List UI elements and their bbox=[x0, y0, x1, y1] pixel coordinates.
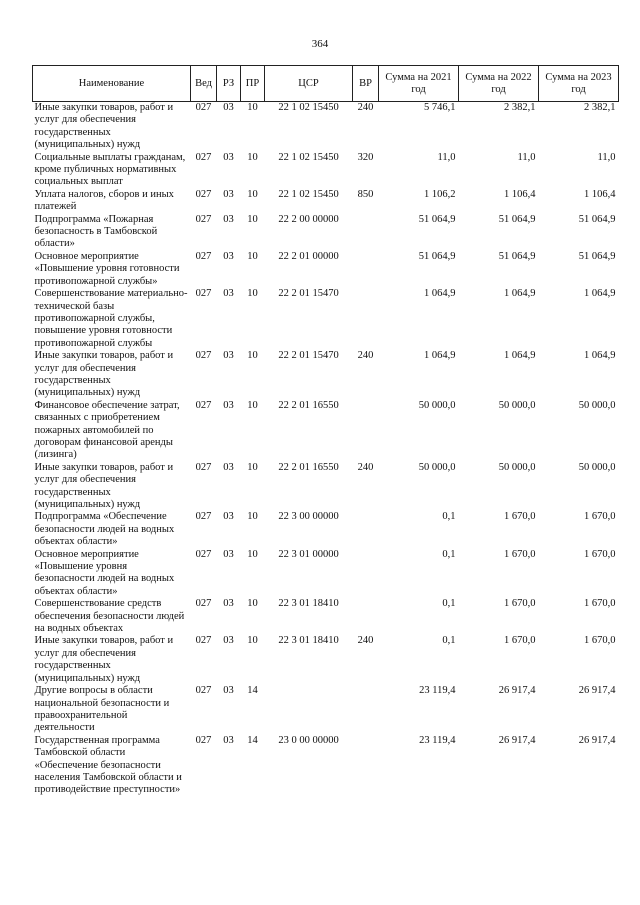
row-sum-2022: 11,0 bbox=[517, 151, 536, 163]
row-rz: 03 bbox=[223, 511, 234, 523]
row-pr: 10 bbox=[247, 399, 258, 411]
row-pr: 14 bbox=[247, 685, 258, 697]
row-sum-2022: 51 064,9 bbox=[498, 213, 536, 225]
row-sum-2023: 1 670,0 bbox=[584, 548, 616, 560]
header-sum-2022: Сумма на 2022 год bbox=[459, 66, 539, 102]
table-row bbox=[33, 152, 619, 189]
row-sum-2022: 26 917,4 bbox=[498, 685, 536, 697]
row-sum-2021: 1 064,9 bbox=[424, 350, 456, 362]
row-rz: 03 bbox=[223, 213, 234, 225]
header-csr: ЦСР bbox=[265, 66, 353, 102]
row-csr: 22 3 01 18410 bbox=[278, 635, 339, 647]
row-pr: 10 bbox=[247, 213, 258, 225]
row-vr: 240 bbox=[357, 102, 374, 113]
row-csr: 22 3 00 00000 bbox=[278, 511, 339, 523]
row-csr: 22 1 02 15450 bbox=[278, 188, 339, 200]
row-sum-2023: 1 106,4 bbox=[584, 188, 616, 200]
table-row bbox=[33, 251, 619, 288]
table-row bbox=[33, 549, 619, 599]
row-sum-2022: 1 064,9 bbox=[504, 350, 536, 362]
table-row bbox=[33, 735, 619, 797]
row-sum-2023: 50 000,0 bbox=[578, 399, 616, 411]
row-sum-2022: 1 670,0 bbox=[504, 635, 536, 647]
table-row bbox=[33, 102, 619, 152]
row-rz: 03 bbox=[223, 734, 234, 746]
row-sum-2022: 1 670,0 bbox=[504, 548, 536, 560]
row-vr bbox=[353, 400, 379, 462]
header-ved: Вед bbox=[191, 66, 217, 102]
row-name: Основное мероприятие «Повышение уровня безопасности людей на водных объектах области» bbox=[34, 548, 175, 597]
row-name: Иные закупки товаров, работ и услуг для обеспечения государственных (муниципальных) нужд bbox=[34, 461, 174, 510]
row-rz: 03 bbox=[223, 350, 234, 362]
row-pr: 10 bbox=[247, 288, 258, 300]
row-sum-2022: 50 000,0 bbox=[498, 461, 536, 473]
row-sum-2021: 23 119,4 bbox=[419, 734, 456, 746]
row-csr: 22 2 01 16550 bbox=[278, 399, 339, 411]
table-row bbox=[33, 288, 619, 350]
header-sum-2023: Сумма на 2023 год bbox=[539, 66, 619, 102]
row-sum-2021: 0,1 bbox=[442, 635, 456, 647]
row-ved: 027 bbox=[195, 399, 212, 411]
table-row bbox=[33, 189, 619, 214]
row-vr bbox=[353, 214, 379, 251]
row-csr: 22 2 01 15470 bbox=[278, 350, 339, 362]
row-sum-2022: 1 670,0 bbox=[504, 511, 536, 523]
row-sum-2023: 26 917,4 bbox=[578, 685, 616, 697]
row-name: Подпрограмма «Обеспечение безопасности людей на водных объектах области» bbox=[34, 511, 175, 548]
row-sum-2023: 1 064,9 bbox=[584, 288, 616, 300]
row-sum-2021: 11,0 bbox=[437, 151, 456, 163]
row-sum-2021: 0,1 bbox=[442, 511, 456, 523]
header-sum-2021: Сумма на 2021 год bbox=[379, 66, 459, 102]
row-ved: 027 bbox=[195, 461, 212, 473]
row-rz: 03 bbox=[223, 548, 234, 560]
row-pr: 10 bbox=[247, 151, 258, 163]
row-sum-2023: 50 000,0 bbox=[578, 461, 616, 473]
row-sum-2022: 1 064,9 bbox=[504, 288, 536, 300]
row-csr: 22 2 00 00000 bbox=[278, 213, 339, 225]
row-name: Иные закупки товаров, работ и услуг для обеспечения государственных (муниципальных) нужд bbox=[34, 350, 174, 399]
row-sum-2023: 1 064,9 bbox=[584, 350, 616, 362]
row-name: Социальные выплаты гражданам, кроме публичных нормативных социальных выплат bbox=[34, 151, 186, 188]
row-pr: 10 bbox=[247, 250, 258, 262]
row-csr: 23 0 00 00000 bbox=[278, 734, 339, 746]
row-ved: 027 bbox=[195, 350, 212, 362]
header-pr: ПР bbox=[241, 66, 265, 102]
row-name: Иные закупки товаров, работ и услуг для обеспечения государственных (муниципальных) нужд bbox=[34, 635, 174, 684]
row-ved: 027 bbox=[195, 151, 212, 163]
table-body bbox=[33, 102, 619, 797]
row-csr: 22 2 01 00000 bbox=[278, 250, 339, 262]
row-rz: 03 bbox=[223, 188, 234, 200]
budget-table bbox=[32, 65, 619, 797]
row-sum-2021: 1 064,9 bbox=[424, 288, 456, 300]
row-ved: 027 bbox=[195, 288, 212, 300]
row-sum-2021: 50 000,0 bbox=[418, 399, 456, 411]
row-ved: 027 bbox=[195, 734, 212, 746]
table-row bbox=[33, 598, 619, 635]
row-pr: 10 bbox=[247, 548, 258, 560]
row-vr: 320 bbox=[357, 151, 374, 163]
row-vr: 240 bbox=[357, 461, 374, 473]
row-pr: 10 bbox=[247, 350, 258, 362]
row-sum-2023: 2 382,1 bbox=[584, 102, 616, 113]
row-csr: 22 1 02 15450 bbox=[278, 151, 339, 163]
row-sum-2023: 51 064,9 bbox=[578, 213, 616, 225]
row-sum-2021: 5 746,1 bbox=[424, 102, 456, 113]
row-vr: 240 bbox=[357, 350, 374, 362]
row-ved: 027 bbox=[195, 548, 212, 560]
row-name: Уплата налогов, сборов и иных платежей bbox=[34, 188, 174, 213]
row-name: Финансовое обеспечение затрат, связанных с приобретением пожарных автомобилей по договорам финансовой аренды (лизинга) bbox=[34, 399, 180, 461]
row-csr: 22 2 01 16550 bbox=[278, 461, 339, 473]
row-ved: 027 bbox=[195, 685, 212, 697]
row-rz: 03 bbox=[223, 461, 234, 473]
header-name: Наименование bbox=[33, 66, 191, 102]
row-pr: 10 bbox=[247, 598, 258, 610]
row-name: Совершенствование средств обеспечения безопасности людей на водных объектах bbox=[34, 598, 185, 635]
row-rz: 03 bbox=[223, 635, 234, 647]
row-csr bbox=[265, 685, 353, 735]
table-row bbox=[33, 350, 619, 400]
row-rz: 03 bbox=[223, 102, 234, 113]
row-vr: 850 bbox=[357, 188, 374, 200]
row-ved: 027 bbox=[195, 635, 212, 647]
row-rz: 03 bbox=[223, 598, 234, 610]
row-sum-2022: 50 000,0 bbox=[498, 399, 536, 411]
row-rz: 03 bbox=[223, 685, 234, 697]
row-ved: 027 bbox=[195, 598, 212, 610]
table-row bbox=[33, 685, 619, 735]
row-pr: 10 bbox=[247, 188, 258, 200]
row-sum-2023: 11,0 bbox=[597, 151, 616, 163]
row-ved: 027 bbox=[195, 213, 212, 225]
row-pr: 10 bbox=[247, 102, 258, 113]
row-sum-2021: 23 119,4 bbox=[419, 685, 456, 697]
row-csr: 22 1 02 15450 bbox=[278, 102, 339, 113]
row-vr: 240 bbox=[357, 635, 374, 647]
row-pr: 10 bbox=[247, 635, 258, 647]
row-name: Основное мероприятие «Повышение уровня готовности противопожарной службы» bbox=[34, 250, 180, 287]
row-rz: 03 bbox=[223, 288, 234, 300]
table-header-row bbox=[33, 66, 619, 102]
row-name: Государственная программа Тамбовской области «Обеспечение безопасности населения Тамбовской области и противодействие преступности» bbox=[34, 734, 182, 796]
row-sum-2021: 1 106,2 bbox=[424, 188, 456, 200]
row-name: Другие вопросы в области национальной безопасности и правоохранительной деятельности bbox=[34, 685, 170, 734]
table-row bbox=[33, 511, 619, 548]
row-sum-2022: 26 917,4 bbox=[498, 734, 536, 746]
table-row bbox=[33, 214, 619, 251]
row-rz: 03 bbox=[223, 399, 234, 411]
row-vr bbox=[353, 511, 379, 548]
row-ved: 027 bbox=[195, 188, 212, 200]
row-pr: 10 bbox=[247, 461, 258, 473]
header-vr: ВР bbox=[353, 66, 379, 102]
row-csr: 22 3 01 18410 bbox=[278, 598, 339, 610]
row-sum-2021: 51 064,9 bbox=[418, 250, 456, 262]
table-row bbox=[33, 400, 619, 462]
row-sum-2022: 2 382,1 bbox=[504, 102, 536, 113]
row-ved: 027 bbox=[195, 102, 212, 113]
row-sum-2021: 0,1 bbox=[442, 598, 456, 610]
table-row bbox=[33, 635, 619, 685]
row-sum-2023: 1 670,0 bbox=[584, 598, 616, 610]
row-sum-2023: 26 917,4 bbox=[578, 734, 616, 746]
row-ved: 027 bbox=[195, 511, 212, 523]
row-ved: 027 bbox=[195, 250, 212, 262]
row-sum-2022: 51 064,9 bbox=[498, 250, 536, 262]
row-sum-2021: 0,1 bbox=[442, 548, 456, 560]
row-csr: 22 2 01 15470 bbox=[278, 288, 339, 300]
row-sum-2021: 50 000,0 bbox=[418, 461, 456, 473]
row-rz: 03 bbox=[223, 250, 234, 262]
row-sum-2023: 1 670,0 bbox=[584, 511, 616, 523]
row-sum-2022: 1 670,0 bbox=[504, 598, 536, 610]
row-vr bbox=[353, 685, 379, 735]
row-sum-2023: 1 670,0 bbox=[584, 635, 616, 647]
table-row bbox=[33, 462, 619, 512]
row-vr bbox=[353, 598, 379, 635]
row-csr: 22 3 01 00000 bbox=[278, 548, 339, 560]
row-vr bbox=[353, 549, 379, 599]
page-number: 364 bbox=[311, 38, 329, 50]
row-pr: 14 bbox=[247, 734, 258, 746]
row-sum-2023: 51 064,9 bbox=[578, 250, 616, 262]
row-name: Совершенствование материально-технической базы противопожарной службы, повышение уровня готовности противопожарной службы bbox=[34, 288, 188, 349]
row-rz: 03 bbox=[223, 151, 234, 163]
row-name: Иные закупки товаров, работ и услуг для обеспечения государственных (муниципальных) нужд bbox=[34, 102, 174, 151]
row-name: Подпрограмма «Пожарная безопасность в Тамбовской области» bbox=[34, 213, 158, 250]
row-pr: 10 bbox=[247, 511, 258, 523]
row-vr bbox=[353, 251, 379, 288]
row-sum-2021: 51 064,9 bbox=[418, 213, 456, 225]
header-rz: РЗ bbox=[217, 66, 241, 102]
row-sum-2022: 1 106,4 bbox=[504, 188, 536, 200]
row-vr bbox=[353, 288, 379, 350]
row-vr bbox=[353, 735, 379, 797]
